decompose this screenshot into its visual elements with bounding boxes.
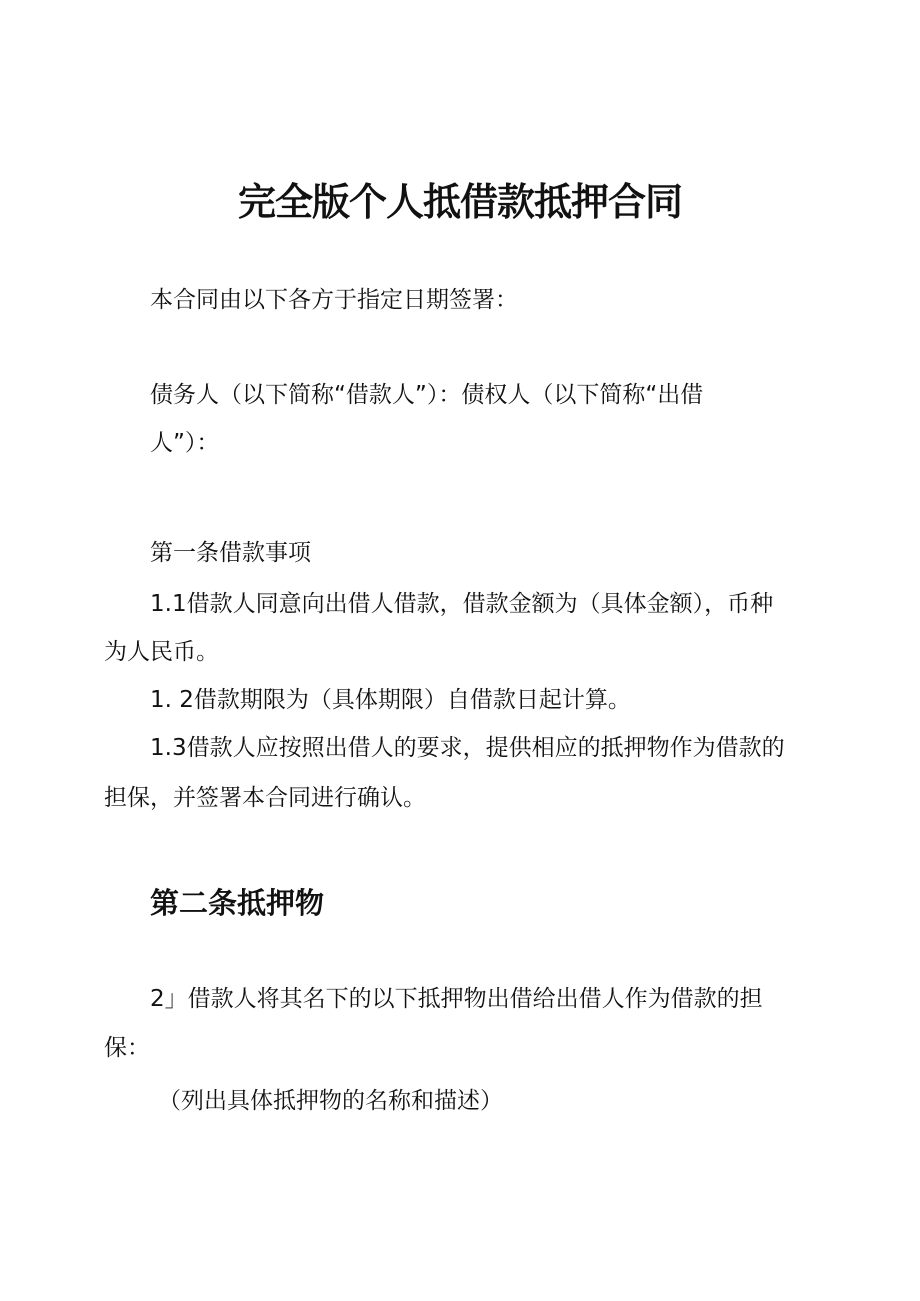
article-2-heading: 第二条抵押物 [150,886,325,920]
article-2-item-1-line-2: 保： [104,1035,150,1061]
collateral-placeholder: （列出具体抵押物的名称和描述） [158,1088,503,1114]
article-1-item-1-line-2: 为人民币。 [104,639,219,665]
article-1-item-1-line-1: 1.1借款人同意向出借人借款，借款金额为（具体金额），币种 [150,591,774,617]
parties-line-1: 债务人（以下简称“借款人”）：债权人（以下简称“出借 [150,382,704,408]
document-title: 完全版个人抵借款抵押合同 [237,180,682,224]
article-1-item-2: 1. 2借款期限为（具体期限）自借款日起计算。 [150,687,631,713]
intro-paragraph: 本合同由以下各方于指定日期签署： [150,287,518,313]
article-1-item-3-line-1: 1.3借款人应按照出借人的要求，提供相应的抵押物作为借款的 [150,735,785,761]
article-2-item-1-line-1: 2」借款人将其名下的以下抵押物出借给出借人作为借款的担 [150,986,763,1012]
parties-line-2: 人”）： [150,430,220,456]
article-1-item-3-line-2: 担保，并签署本合同进行确认。 [104,785,426,811]
article-1-heading: 第一条借款事项 [150,540,311,566]
